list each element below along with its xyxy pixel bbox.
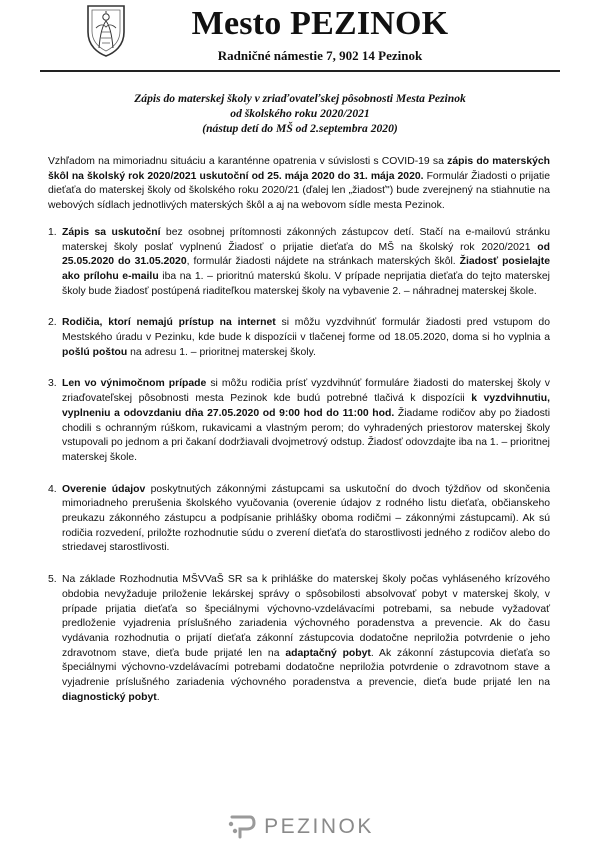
intro-text-3: Formulár Žiadosti o prijatie dieťaťa do materskej školy od školského roku 2020/21 (ďalej len „žiadosť") bude zverejnený na stiahnutie na webových sídlach jednotlivých materských škôl a aj na webovom sídle mesta Pezinok. xyxy=(48,170,550,212)
document-heading xyxy=(40,91,560,136)
list-item-bold-text: Len vo výnimočnom prípade xyxy=(62,378,207,390)
list-item-text: poskytnutých zákonnými zástupcami sa uskutoční do dvoch týždňov od skončenia mimoriadneho prerušenia školského vyučovania (overenie údajov z rodného listu dieťaťa, občianskeho preukazu zákonného zástupcu a podpísanie prihlášky oboma rodičmi – zákonnými zástupcami). Ak sú rodičia rozvedení, priložte rozhodnutie súdu o zverení dieťaťa do starostlivosti jedného z rodičov alebo do striedavej starostlivosti. xyxy=(62,483,550,554)
list-item-text: iba na 1. – prioritnú materskú školu. V prípade neprijatia dieťaťa do tejto materskej školy bude žiadosť postúpená riaditeľkou materskej školy na vybavenie 2. – náhradnej materskej škole. xyxy=(62,270,550,297)
intro-text-2: zápis do materských škôl na školský rok 2020/2021 uskutoční od 25. mája 2020 do 31. mája 2020. xyxy=(48,156,550,182)
list-item-text: . xyxy=(156,691,160,703)
heading-line-1: Zápis do materskej školy v zriaďovateľskej pôsobnosti Mesta Pezinok xyxy=(134,92,466,105)
list-item-bold-text: od 25.05.2020 do 31.05.2020 xyxy=(62,241,550,268)
list-item-number: 2. xyxy=(48,317,57,329)
list-item-text: . Ak zákonní zástupcovia dieťaťa so špeciálnymi výchovno-vzdelávacími potrebami dodatočne nepriložia potvrdenie o zdravotnom stave a vyjadrenie príslušného zariadenia výchovného poradenstva a prevencie, dieťa bude prijaté len na xyxy=(62,647,550,689)
list-item-bold-text: diagnostický pobyt xyxy=(62,691,157,703)
list-item-number: 3. xyxy=(48,378,57,390)
list-item-bold-text: pošlú poštou xyxy=(62,346,128,358)
list-item-number: 1. xyxy=(48,226,57,238)
list-item-text: Žiadame rodičov aby po žiadosti chodili s ochranným rúškom, rukavicami a vlastným perom; do vyhradených priestorov materskej školy vstupovali po jednom a pri čakaní dodržiavali dvojmetrový odstup. Žiadosť odovzdajte iba na 1. – prioritnej materskej škole. xyxy=(62,407,550,463)
list-item-number: 5. xyxy=(48,574,57,586)
list-item-bold-text: Rodičia, ktorí nemajú prístup na internet xyxy=(62,317,276,329)
list-item-bold-text: Overenie údajov xyxy=(62,483,146,495)
numbered-list xyxy=(48,226,550,706)
list-item-bold-text: Zápis sa uskutoční xyxy=(62,226,161,238)
list-item xyxy=(48,226,550,300)
list-item-bold-text: k vyzdvihnutiu, vyplneniu a odovzdaniu dňa 27.05.2020 od 9:00 hod do 11:00 hod. xyxy=(62,393,550,419)
list-item-text: si môžu vyzdvihnúť formulár žiadosti pred vstupom do Mestského úradu v Pezinku, kde bude k dispozícii v tlačenej forme od 18.05.2020, doma si ho vyplnia a xyxy=(62,317,550,344)
list-item xyxy=(48,573,550,705)
list-item-bold-text: adaptačný pobyt xyxy=(285,647,371,659)
list-item-number: 4. xyxy=(48,483,57,495)
list-item xyxy=(48,316,550,360)
intro-text-1: Vzhľadom na mimoriadnu situáciu a karanténne opatrenia v súvislosti s COVID-19 sa xyxy=(48,156,448,167)
heading-line-2: od školského roku 2020/2021 xyxy=(230,107,370,120)
list-item-text: si môžu rodičia prísť vyzdvihnúť formuláre žiadosti do materskej školy v zriaďovateľskej pôsobnosti mesta Pezinok kde budú potrebné tlačivá k dispozícii xyxy=(62,378,550,405)
list-item xyxy=(48,483,550,557)
town-title: Mesto PEZINOK xyxy=(191,5,449,42)
pezinok-logo-icon xyxy=(226,814,256,840)
heading-line-3: (nástup detí do MŠ od 2.septembra 2020) xyxy=(202,122,398,135)
footer xyxy=(0,812,600,842)
intro-paragraph xyxy=(48,155,550,214)
document-body xyxy=(48,155,550,723)
list-item-bold-text: Žiadosť posielajte ako prílohu e-mailu xyxy=(62,256,551,282)
list-item-text: bez osobnej prítomnosti zákonných zástupcov detí. Stačí na e-mailovú stránku materskej školy poslať vyplnenú Žiadosť o prijatie dieťaťa do MŠ na školský rok 2020/2021 xyxy=(62,226,550,253)
header-divider xyxy=(40,70,560,72)
list-item-text: Na základe Rozhodnutia MŠVVaŠ SR sa k prihláške do materskej školy počas vyhláseného krízového obdobia nevyžaduje priloženie lekárskej správy o spôsobilosti absolvovať pobyt v materskej školy, v prípade prijatia dieťaťa so špeciálnymi výchovno-vzdelávacími potrebami, sa nebude vyžadovať predloženie vyjadrenia príslušného zariadenia výchovného poradenstva a prevencie. Ak do času vydávania rozhodnutia o prijatí dieťaťa zákonní zástupcovia dodatočne nepriložia potvrdenie o jeho zdravotnom stave, dieťa bude prijaté len na xyxy=(62,574,550,659)
list-item-text: , formulár žiadosti nájdete na stránkach materských škôl. xyxy=(186,256,460,268)
list-item xyxy=(48,377,550,465)
list-item-text: na adresu 1. – prioritnej materskej školy. xyxy=(127,346,316,358)
town-address: Radničné námestie 7, 902 14 Pezinok xyxy=(217,48,423,63)
footer-brand: PEZINOK xyxy=(264,815,374,838)
